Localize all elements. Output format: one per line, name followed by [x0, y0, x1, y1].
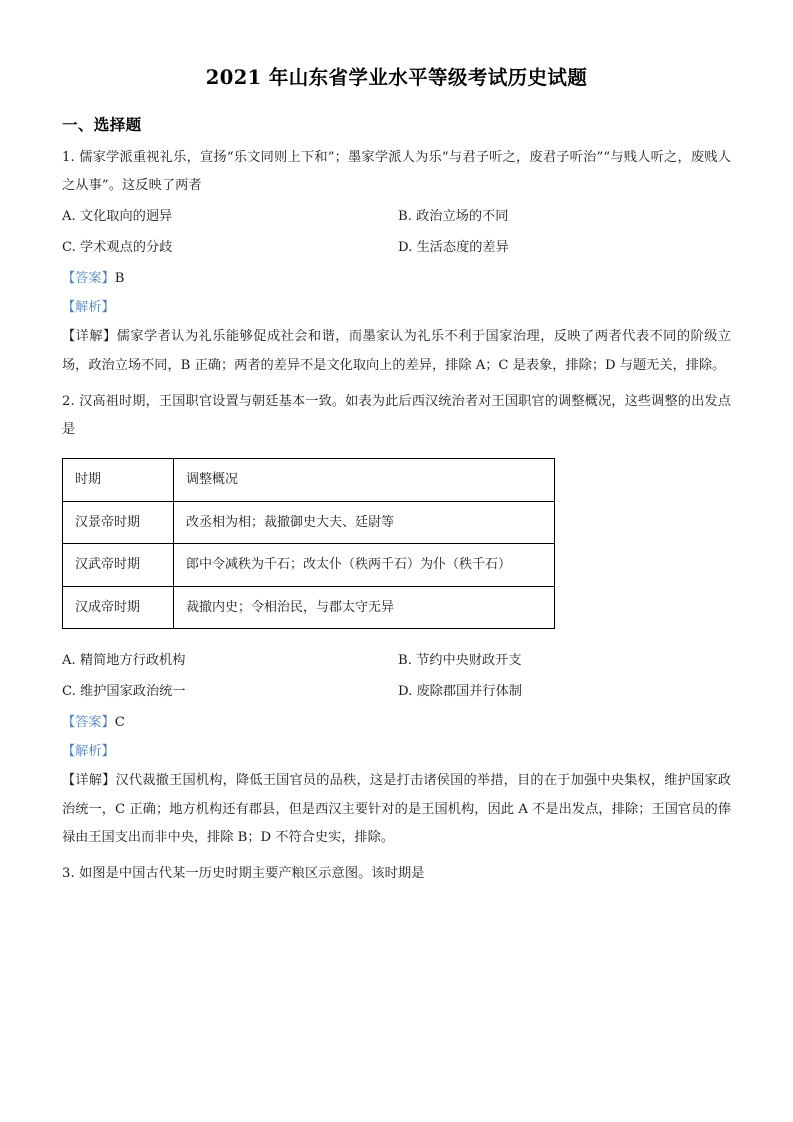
option-c[interactable]: C. 学术观点的分歧	[62, 239, 173, 255]
question-options	[62, 202, 731, 263]
analysis-line	[62, 293, 731, 323]
answer-label: 【答案】	[62, 714, 115, 730]
answer-line	[62, 264, 731, 294]
option-a[interactable]: A. 精简地方行政机构	[62, 653, 186, 669]
option-row	[62, 677, 731, 708]
answer-value: B	[114, 270, 125, 286]
option-c[interactable]: C. 维护国家政治统一	[62, 683, 186, 699]
option-b[interactable]: B. 政治立场的不同	[398, 209, 509, 225]
answer-label: 【答案】	[62, 270, 115, 286]
question-stem: 3. 如图是中国古代某一历史时期主要产粮区示意图。该时期是	[62, 866, 425, 882]
explanation-text: 【详解】儒家学者认为礼乐能够促成社会和谐，而墨家认为礼乐不利于国家治理，反映了两者代表不同的阶级立场，政治立场不同，B 正确；两者的差异不是文化取向上的差异，排除 A；C 是表象，排除；D 与题无关，排除。	[62, 328, 731, 373]
table-cell-period: 汉武帝时期	[63, 544, 174, 587]
option-d[interactable]: D. 生活态度的差异	[398, 239, 509, 255]
option-row	[62, 646, 731, 677]
option-a[interactable]: A. 文化取向的迥异	[62, 209, 173, 225]
analysis-label: 【解析】	[62, 744, 115, 760]
table-cell-detail: 裁撤内史；令相治民，与郡太守无异	[174, 586, 555, 629]
section-heading: 一、选择题	[62, 115, 142, 135]
table-cell-period: 汉成帝时期	[63, 586, 174, 629]
table-row	[63, 501, 555, 544]
explanation-text: 【详解】汉代裁撤王国机构，降低王国官员的品秩，这是打击诸侯国的举措，目的在于加强中央集权，维护国家政治统一，C 正确；地方机构还有郡县，但是西汉主要针对的是王国机构，因此 A 不是出发点，排除；王国官员的俸禄由王国支出而非中央，排除 B；D 不符合史实，排除。	[62, 772, 731, 846]
answer-value: C	[114, 714, 125, 730]
option-d[interactable]: D. 废除郡国并行体制	[398, 683, 522, 699]
table-row	[63, 544, 555, 587]
table-cell-period: 汉景帝时期	[63, 501, 174, 544]
page-title: 2021 年山东省学业水平等级考试历史试题	[205, 66, 588, 89]
table-cell-detail: 改丞相为相；裁撤御史大夫、廷尉等	[174, 501, 555, 544]
option-row	[62, 233, 731, 264]
question-stem: 2. 汉高祖时期，王国职官设置与朝廷基本一致。如表为此后西汉统治者对王国职官的调整概况，这些调整的出发点是	[62, 393, 731, 437]
question-options	[62, 646, 731, 707]
spacer	[62, 635, 731, 644]
analysis-line	[62, 737, 731, 767]
answer-line	[62, 708, 731, 738]
option-b[interactable]: B. 节约中央财政开支	[398, 653, 522, 669]
table-cell-detail: 郎中令减秩为千石；改太仆（秩两千石）为仆（秩千石）	[174, 544, 555, 587]
adjustment-table	[62, 458, 555, 629]
question-stem: 1. 儒家学派重视礼乐，宣扬“乐文同则上下和”；墨家学派人为乐“与君子听之，废君子听治”“与贱人听之，废贱人之从事”。这反映了两者	[62, 149, 731, 193]
table-header-period: 时期	[63, 459, 174, 502]
table-header-detail: 调整概况	[174, 459, 555, 502]
table-row	[63, 586, 555, 629]
table-header-row	[63, 459, 555, 502]
analysis-label: 【解析】	[62, 300, 115, 316]
option-row	[62, 202, 731, 233]
